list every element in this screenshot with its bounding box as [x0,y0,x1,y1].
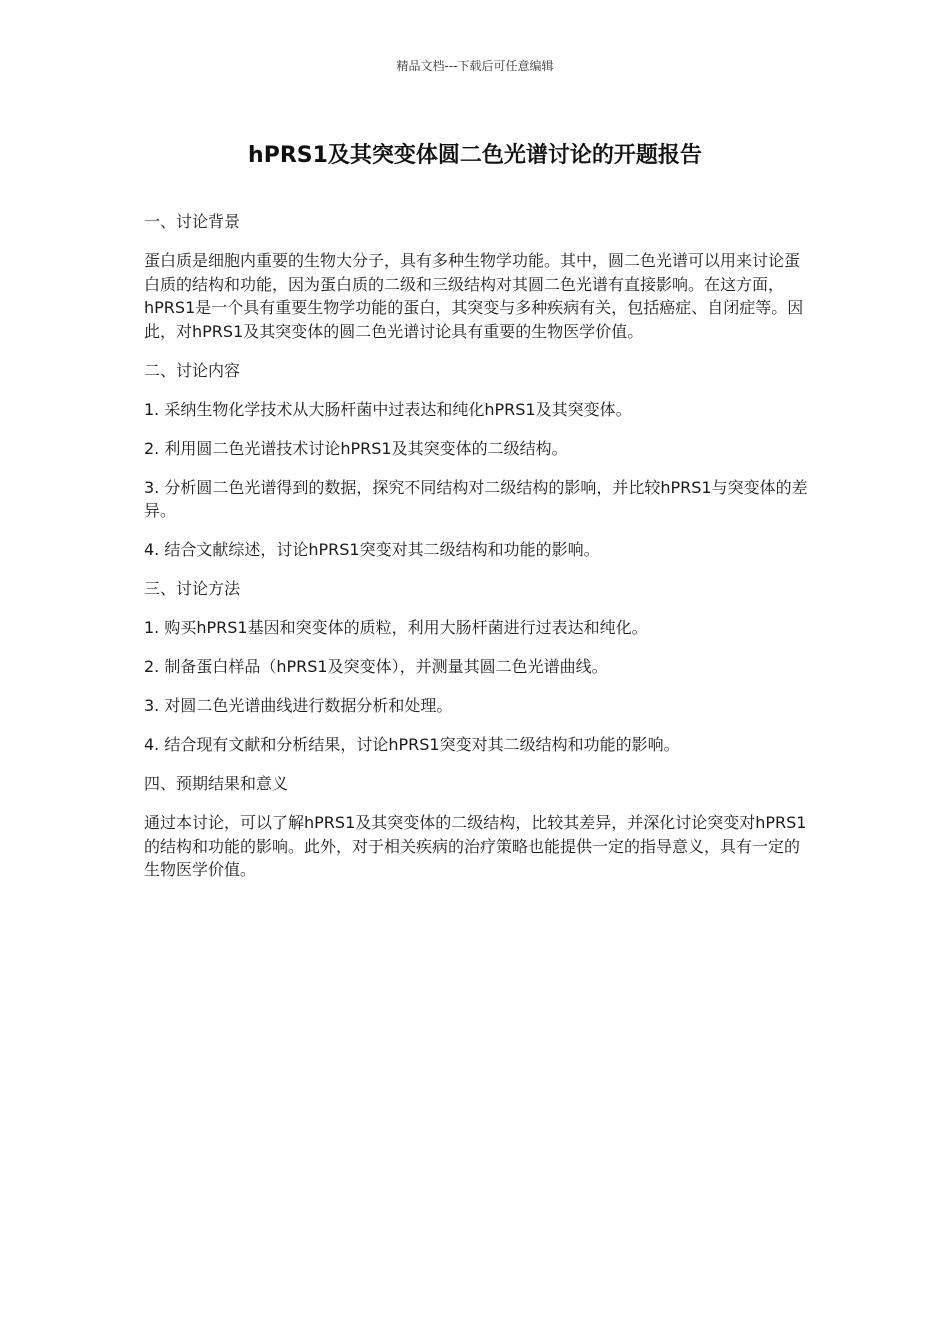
list-item-content-2: 2. 利用圆二色光谱技术讨论hPRS1及其突变体的二级结构。 [144,438,568,458]
list-item-content-3: 3. 分析圆二色光谱得到的数据，探究不同结构对二级结构的影响，并比较hPRS1与突变体的差异。 [144,477,808,520]
page-header: 精品文档---下载后可任意编辑 [396,59,554,73]
list-item-content-1: 1. 采纳生物化学技术从大肠杆菌中过表达和纯化hPRS1及其突变体。 [144,399,632,419]
list-item-methods-2: 2. 制备蛋白样品（hPRS1及突变体），并测量其圆二色光谱曲线。 [144,657,608,676]
section-heading-methods: 三、讨论方法 [144,579,241,598]
document-body [144,210,808,897]
list-item-methods-3: 3. 对圆二色光谱曲线进行数据分析和处理。 [144,696,453,715]
section-heading-content: 二、讨论内容 [144,360,241,380]
list-item-methods-1: 1. 购买hPRS1基因和突变体的质粒，利用大肠杆菌进行过表达和纯化。 [144,618,648,637]
list-item-content-4: 4. 结合文献综述，讨论hPRS1突变对其二级结构和功能的影响。 [144,540,600,559]
section-heading-expected-results: 四、预期结果和意义 [144,774,289,793]
document-title: hPRS1及其突变体圆二色光谱讨论的开题报告 [248,143,702,168]
section-heading-background: 一、讨论背景 [144,212,241,231]
paragraph-expected-results: 通过本讨论，可以了解hPRS1及其突变体的二级结构，比较其差异，并深化讨论突变对hPRS1的结构和功能的影响。此外，对于相关疾病的治疗策略也能提供一定的指导意义，具有一定的生物医学价值。 [144,813,807,879]
paragraph-background: 蛋白质是细胞内重要的生物大分子，具有多种生物学功能。其中，圆二色光谱可以用来讨论蛋白质的结构和功能，因为蛋白质的二级和三级结构对其圆二色光谱有直接影响。在这方面，hPRS1是一个具有重要生物学功能的蛋白，其突变与多种疾病有关，包括癌症、自闭症等。因此，对hPRS1及其突变体的圆二色光谱讨论具有重要的生物医学价值。 [144,251,804,341]
list-item-methods-4: 4. 结合现有文献和分析结果，讨论hPRS1突变对其二级结构和功能的影响。 [144,735,680,754]
